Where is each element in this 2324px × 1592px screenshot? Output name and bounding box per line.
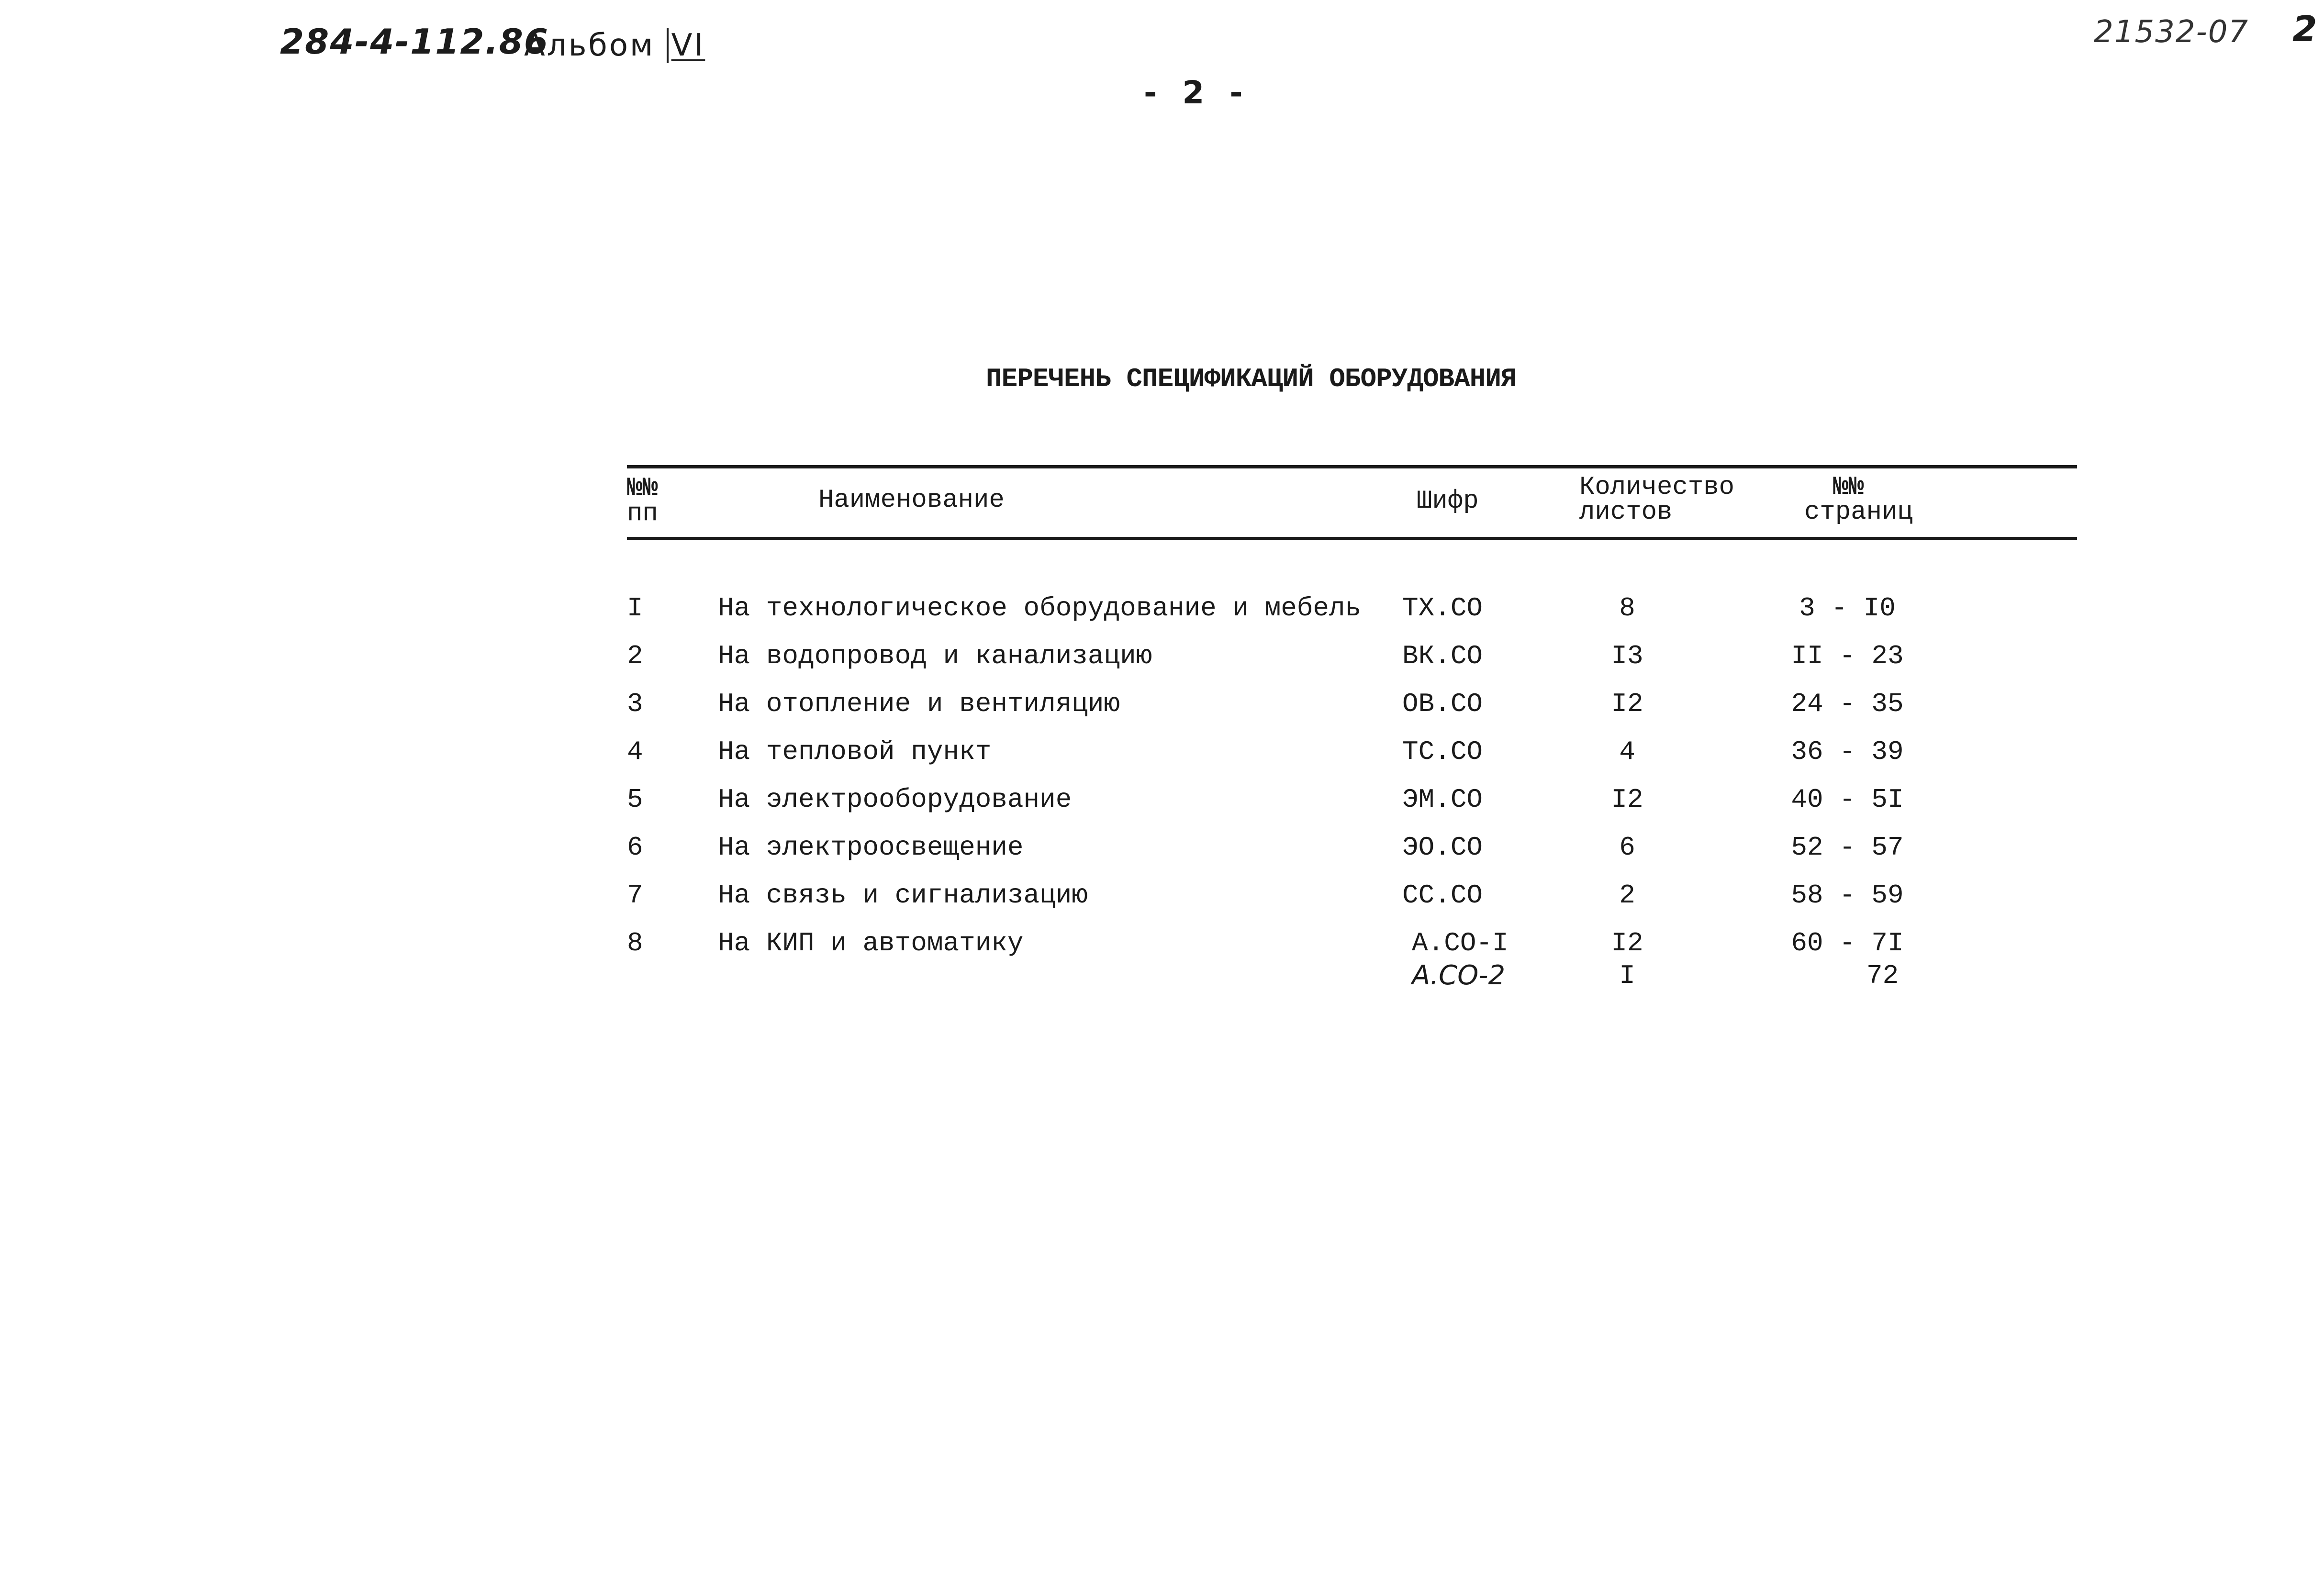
header-count-line1: Количество (1579, 473, 1735, 502)
document-code: 284-4-112.86 (280, 22, 549, 62)
header-count-line2: листов (1579, 498, 1673, 527)
row-pages: 36 - 39 (1791, 736, 1904, 767)
row-pages: 60 - 7I (1791, 928, 1904, 958)
row-name: На КИП и автоматику (718, 928, 1024, 958)
page-title: ПЕРЕЧЕНЬ СПЕЦИФИКАЦИЙ ОБОРУДОВАНИЯ (986, 364, 1517, 394)
header-num-line2: пп (627, 499, 658, 528)
row-count: 4 (1619, 736, 1635, 767)
row-code: СС.СО (1402, 880, 1483, 911)
table-header-rule (627, 537, 2077, 540)
row-pages: 52 - 57 (1791, 832, 1904, 863)
row-pages: 3 - I0 (1799, 593, 1896, 623)
header-code: Шифр (1417, 487, 1479, 516)
row-code: ВК.СО (1402, 641, 1483, 671)
row-num: 8 (627, 928, 643, 958)
row-code-secondary: А.СО-2 (1412, 960, 1506, 991)
row-name: На электроосвещение (718, 832, 1024, 863)
row-pages: 58 - 59 (1791, 880, 1904, 911)
row-num: 6 (627, 832, 643, 863)
row-code: ЭО.СО (1402, 832, 1483, 863)
row-name: На тепловой пункт (718, 736, 992, 767)
row-count: I2 (1611, 784, 1643, 815)
row-num: I (627, 593, 643, 623)
row-pages-secondary: 72 (1866, 960, 1899, 991)
sheet-corner-number: 2 (2292, 9, 2317, 50)
inventory-number: 21532-07 (2094, 14, 2249, 50)
page-number: - 2 - (1144, 74, 1243, 111)
row-name: На водопровод и канализацию (718, 641, 1152, 671)
row-pages: 24 - 35 (1791, 689, 1904, 719)
header-name: Наименование (818, 486, 1005, 515)
row-pages: 40 - 5I (1791, 784, 1904, 815)
album-number: VI (667, 28, 705, 63)
header-pages-line1: №№ (1833, 473, 1864, 502)
row-pages: II - 23 (1791, 641, 1904, 671)
row-code: ОВ.СО (1402, 689, 1483, 719)
row-code: А.СО-I (1412, 928, 1508, 958)
header-num-line1: №№ (627, 474, 658, 503)
row-code: ТХ.СО (1402, 593, 1483, 623)
row-count-secondary: I (1619, 960, 1635, 991)
album-word: Альбом (524, 28, 655, 63)
row-num: 5 (627, 784, 643, 815)
row-count: I2 (1611, 689, 1643, 719)
header-pages-line2: страниц (1804, 498, 1913, 527)
row-count: 2 (1619, 880, 1635, 911)
row-name: На связь и сигнализацию (718, 880, 1088, 911)
row-num: 2 (627, 641, 643, 671)
row-num: 3 (627, 689, 643, 719)
row-count: 6 (1619, 832, 1635, 863)
row-name: На технологическое оборудование и мебель (718, 593, 1362, 623)
row-name: На электрооборудование (718, 784, 1072, 815)
row-num: 7 (627, 880, 643, 911)
row-num: 4 (627, 736, 643, 767)
row-count: I2 (1611, 928, 1643, 958)
row-code: ЭМ.СО (1402, 784, 1483, 815)
row-code: ТС.СО (1402, 736, 1483, 767)
row-count: 8 (1619, 593, 1635, 623)
album-label (524, 28, 705, 63)
row-count: I3 (1611, 641, 1643, 671)
row-name: На отопление и вентиляцию (718, 689, 1120, 719)
table-top-rule (627, 465, 2077, 468)
